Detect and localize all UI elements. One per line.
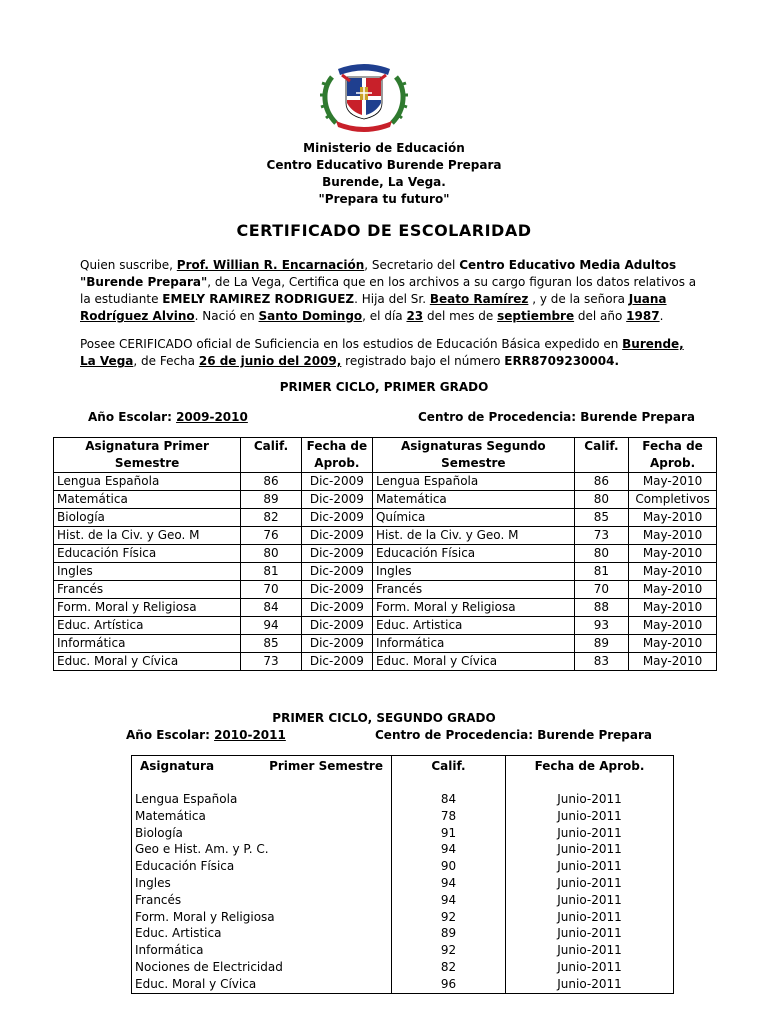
section1-school-year: [88, 410, 248, 424]
table-row: [132, 858, 674, 875]
table-cell: 73: [241, 653, 302, 671]
table-cell: Completivos: [629, 491, 717, 509]
signer-name: Prof. Willian R. Encarnación: [176, 258, 365, 272]
table-cell: May-2010: [629, 653, 717, 671]
table-cell: 78: [392, 808, 506, 825]
table-row: [54, 599, 717, 617]
table-cell: Educ. Moral y Cívica: [54, 653, 241, 671]
table-cell: Educación Física: [54, 545, 241, 563]
table-cell: Lengua Española: [372, 473, 574, 491]
text-segment: registrado bajo el número: [341, 354, 505, 368]
table-cell: 82: [241, 509, 302, 527]
text-segment: .: [659, 309, 664, 323]
column-header: Calif.: [241, 438, 302, 473]
table-cell: May-2010: [629, 473, 717, 491]
column-header: Calif.: [392, 756, 506, 778]
table-row: [132, 808, 674, 825]
text-segment: , de La Vega, Certifica que en los archivos a su cargo figuran los datos relativos a la estudiante: [80, 275, 697, 306]
table-cell: 89: [574, 635, 628, 653]
table-row: [54, 545, 717, 563]
table-cell: Junio-2011: [506, 942, 674, 959]
column-header: Fecha de Aprob.: [301, 438, 372, 473]
table-cell: Hist. de la Civ. y Geo. M: [54, 527, 241, 545]
table-row: [54, 617, 717, 635]
birthplace: Santo Domingo: [258, 309, 363, 323]
table-row: [54, 653, 717, 671]
table-cell: 81: [241, 563, 302, 581]
table-cell: 88: [574, 599, 628, 617]
table-cell: Junio-2011: [506, 808, 674, 825]
text-segment: . Nació en: [194, 309, 259, 323]
table-cell: Lengua Española: [132, 791, 392, 808]
text-segment: , y de la señora: [528, 292, 629, 306]
table-cell: Hist. de la Civ. y Geo. M: [372, 527, 574, 545]
issue-date: 26 de junio del 2009,: [198, 354, 342, 368]
table-cell: 96: [392, 976, 506, 993]
table-cell: 94: [241, 617, 302, 635]
table-cell: Lengua Española: [54, 473, 241, 491]
table-row: [132, 909, 674, 926]
school-year-value: 2009-2010: [176, 410, 248, 424]
table-cell: Ingles: [132, 875, 392, 892]
school-location: Burende, La Vega.: [322, 175, 446, 189]
table-row: [54, 473, 717, 491]
table-cell: Biología: [132, 825, 392, 842]
table-cell: 89: [241, 491, 302, 509]
ministry-name: Ministerio de Educación: [303, 141, 465, 155]
section2-heading: PRIMER CICLO, SEGUNDO GRADO: [272, 711, 496, 725]
table-cell: 70: [574, 581, 628, 599]
table-row: [132, 841, 674, 858]
table-cell: Dic-2009: [301, 527, 372, 545]
table-cell: 93: [574, 617, 628, 635]
school-year-label: Año Escolar:: [126, 728, 215, 742]
table-cell: Form. Moral y Religiosa: [372, 599, 574, 617]
table-cell: 85: [241, 635, 302, 653]
table-row: [54, 563, 717, 581]
text-segment: . Hija del Sr.: [354, 292, 430, 306]
column-header: Asignatura Primer Semestre: [54, 438, 241, 473]
table-cell: Educ. Artistica: [132, 925, 392, 942]
column-header: Fecha de Aprob.: [629, 438, 717, 473]
school-name: Centro Educativo Burende Prepara: [266, 158, 502, 172]
certification-paragraph: [80, 257, 700, 325]
table-cell: Junio-2011: [506, 925, 674, 942]
registration-number: ERR8709230004.: [504, 354, 620, 368]
table-cell: May-2010: [629, 563, 717, 581]
table-cell: 91: [392, 825, 506, 842]
table-cell: Junio-2011: [506, 858, 674, 875]
table-cell: Junio-2011: [506, 959, 674, 976]
table-cell: Dic-2009: [301, 563, 372, 581]
section2-origin: Centro de Procedencia: Burende Prepara: [375, 728, 653, 742]
table-cell: Informática: [372, 635, 574, 653]
table-cell: 83: [574, 653, 628, 671]
table-cell: 86: [241, 473, 302, 491]
text-segment: , Secretario del: [364, 258, 460, 272]
table-cell: Educ. Artistica: [372, 617, 574, 635]
birth-day: 23: [406, 309, 424, 323]
table-cell: May-2010: [629, 599, 717, 617]
table-cell: May-2010: [629, 635, 717, 653]
table-cell: 80: [241, 545, 302, 563]
table-row: [132, 942, 674, 959]
grades-table-second-grade: [131, 755, 674, 994]
table-cell: Junio-2011: [506, 875, 674, 892]
table-row: [132, 791, 674, 808]
table-cell: Educación Física: [132, 858, 392, 875]
table-cell: May-2010: [629, 581, 717, 599]
column-header-semester: Primer Semestre: [269, 759, 383, 773]
table-cell: Dic-2009: [301, 617, 372, 635]
table-cell: Educ. Moral y Cívica: [132, 976, 392, 993]
header-block: [0, 140, 768, 208]
text-segment: , el día: [362, 309, 407, 323]
table-cell: 90: [392, 858, 506, 875]
table-row: [132, 875, 674, 892]
table-cell: 70: [241, 581, 302, 599]
table-cell: 92: [392, 942, 506, 959]
table-cell: Educ. Moral y Cívica: [372, 653, 574, 671]
column-header: Asignaturas Segundo Semestre: [372, 438, 574, 473]
table-cell: Matemática: [54, 491, 241, 509]
center-name: Centro Educativo Media Adultos "Burende Prepara": [80, 258, 677, 289]
table-cell: Dic-2009: [301, 635, 372, 653]
section2-school-year: [126, 728, 286, 742]
table-cell: Ingles: [54, 563, 241, 581]
table-cell: 94: [392, 875, 506, 892]
diploma-paragraph: [80, 336, 700, 370]
table-cell: Dic-2009: [301, 491, 372, 509]
table-cell: Dic-2009: [301, 581, 372, 599]
text-segment: del mes de: [423, 309, 498, 323]
column-header-subject: Asignatura: [140, 759, 215, 773]
table-cell: Biología: [54, 509, 241, 527]
text-segment: Quien suscribe,: [80, 258, 177, 272]
table-cell: Dic-2009: [301, 509, 372, 527]
document-title: CERTIFICADO DE ESCOLARIDAD: [236, 221, 532, 240]
table-cell: 86: [574, 473, 628, 491]
table-cell: Francés: [372, 581, 574, 599]
text-segment: , de Fecha: [133, 354, 199, 368]
table-cell: Junio-2011: [506, 791, 674, 808]
table-cell: Francés: [132, 892, 392, 909]
table-cell: 76: [241, 527, 302, 545]
table-cell: Matemática: [132, 808, 392, 825]
table-cell: 85: [574, 509, 628, 527]
table-cell: Junio-2011: [506, 909, 674, 926]
table-cell: May-2010: [629, 617, 717, 635]
table-cell: Informática: [132, 942, 392, 959]
table-row: [54, 527, 717, 545]
table-cell: Informática: [54, 635, 241, 653]
student-name: EMELY RAMIREZ RODRIGUEZ: [162, 292, 355, 306]
school-year-value: 2010-2011: [214, 728, 286, 742]
table-cell: Dic-2009: [301, 599, 372, 617]
table-row: [54, 509, 717, 527]
table-cell: 80: [574, 545, 628, 563]
table-cell: Junio-2011: [506, 841, 674, 858]
birth-year: 1987: [626, 309, 660, 323]
mother-name: Juana Rodríguez Alvino: [80, 292, 667, 323]
table-cell: 94: [392, 892, 506, 909]
table-cell: Form. Moral y Religiosa: [54, 599, 241, 617]
table-cell: 94: [392, 841, 506, 858]
table-cell: 82: [392, 959, 506, 976]
text-segment: Posee CERIFICADO oficial de Suficiencia en los estudios de Educación Básica expedido en: [80, 337, 623, 351]
table-cell: May-2010: [629, 527, 717, 545]
table-cell: Dic-2009: [301, 473, 372, 491]
table-header-row: [132, 756, 674, 778]
school-motto: "Prepara tu futuro": [318, 192, 450, 206]
grades-table-first-grade: [53, 437, 717, 671]
table-cell: [132, 777, 392, 791]
coat-of-arms-seal: [318, 57, 410, 135]
birth-month: septiembre: [497, 309, 575, 323]
section1-origin: Centro de Procedencia: Burende Prepara: [418, 410, 696, 424]
table-cell: 80: [574, 491, 628, 509]
table-cell: Química: [372, 509, 574, 527]
table-spacer-row: [132, 777, 674, 791]
table-cell: 84: [392, 791, 506, 808]
table-cell: May-2010: [629, 545, 717, 563]
table-cell: Educación Física: [372, 545, 574, 563]
table-row: [54, 491, 717, 509]
table-header-row: [54, 438, 717, 473]
table-cell: Junio-2011: [506, 825, 674, 842]
table-row: [132, 925, 674, 942]
table-row: [54, 635, 717, 653]
text-segment: del año: [574, 309, 627, 323]
table-cell: 73: [574, 527, 628, 545]
table-row: [132, 976, 674, 993]
table-cell: [506, 777, 674, 791]
table-cell: 81: [574, 563, 628, 581]
father-name: Beato Ramírez: [429, 292, 529, 306]
section1-heading: PRIMER CICLO, PRIMER GRADO: [279, 380, 489, 394]
table-cell: Francés: [54, 581, 241, 599]
table-cell: Matemática: [372, 491, 574, 509]
table-cell: Geo e Hist. Am. y P. C.: [132, 841, 392, 858]
table-cell: Form. Moral y Religiosa: [132, 909, 392, 926]
table-cell: Ingles: [372, 563, 574, 581]
table-cell: May-2010: [629, 509, 717, 527]
table-row: [132, 825, 674, 842]
table-cell: 89: [392, 925, 506, 942]
table-cell: 84: [241, 599, 302, 617]
column-header: [132, 756, 392, 778]
table-cell: 92: [392, 909, 506, 926]
table-row: [54, 581, 717, 599]
table-cell: [392, 777, 506, 791]
table-row: [132, 959, 674, 976]
table-cell: Junio-2011: [506, 976, 674, 993]
table-row: [132, 892, 674, 909]
table-cell: Educ. Artística: [54, 617, 241, 635]
table-cell: Dic-2009: [301, 653, 372, 671]
issue-place: Burende, La Vega: [80, 337, 684, 368]
table-cell: Junio-2011: [506, 892, 674, 909]
table-cell: Dic-2009: [301, 545, 372, 563]
column-header: Calif.: [574, 438, 628, 473]
column-header: Fecha de Aprob.: [506, 756, 674, 778]
school-year-label: Año Escolar:: [88, 410, 177, 424]
table-cell: Nociones de Electricidad: [132, 959, 392, 976]
